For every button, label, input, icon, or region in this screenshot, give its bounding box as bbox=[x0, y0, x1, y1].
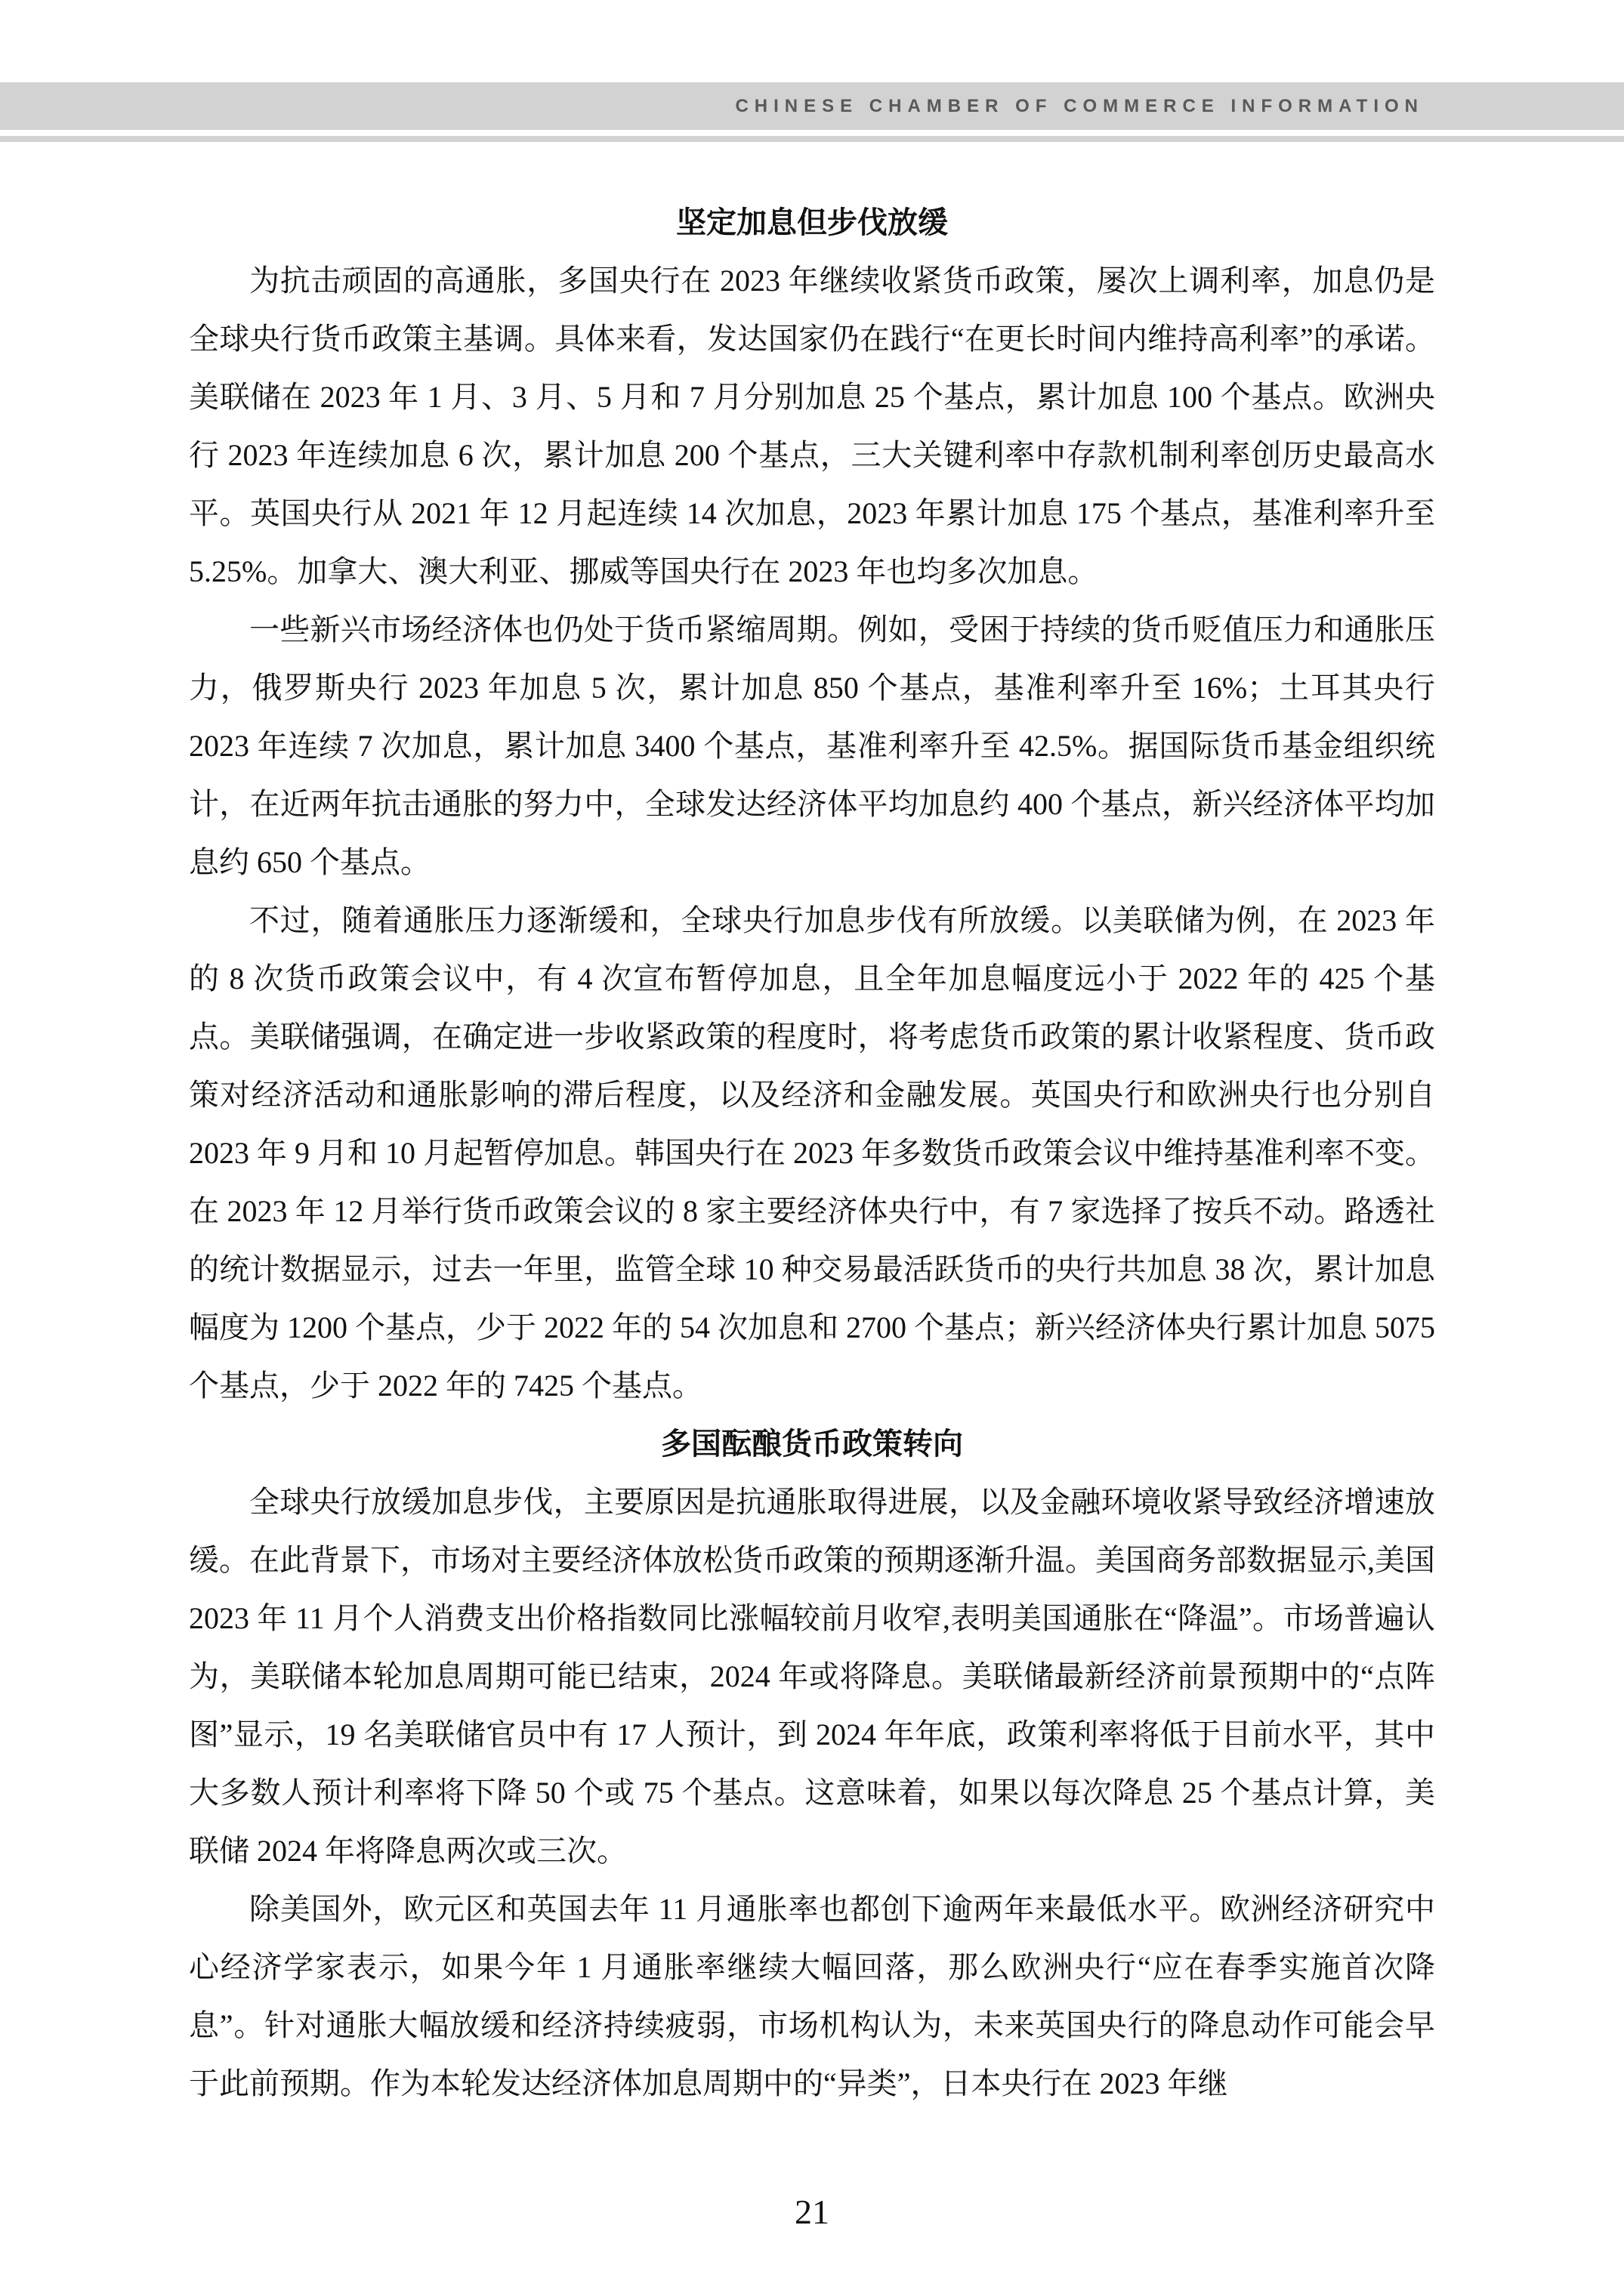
paragraph: 一些新兴市场经济体也仍处于货币紧缩周期。例如，受困于持续的货币贬值压力和通胀压力，俄罗斯央行 2023 年加息 5 次，累计加息 850 个基点，基准利率升至 16%；土耳其央行 2023 年连续 7 次加息，累计加息 3400 个基点，基准利率升至 42.5%。据国际货币基金组织统计，在近两年抗击通胀的努力中，全球发达经济体平均加息约 400 个基点，新兴经济体平均加息约 650 个基点。 bbox=[189, 613, 1435, 879]
journal-name: CHINESE CHAMBER OF COMMERCE INFORMATION bbox=[735, 95, 1424, 116]
page-number: 21 bbox=[795, 2193, 829, 2231]
page-header-band bbox=[0, 82, 1624, 130]
section-title-rate-hikes: 坚定加息但步伐放缓 bbox=[676, 205, 948, 239]
paragraph: 除美国外，欧元区和英国去年 11 月通胀率也都创下逾两年来最低水平。欧洲经济研究中心经济学家表示，如果今年 1 月通胀率继续大幅回落，那么欧洲央行“应在春季实施首次降息”。针对通胀大幅放缓和经济持续疲弱，市场机构认为，未来英国央行的降息动作可能会早于此前预期。作为本轮发达经济体加息周期中的“异类”，日本央行在 2023 年继 bbox=[189, 1892, 1435, 2100]
header-divider-strip bbox=[0, 136, 1624, 142]
paragraph: 全球央行放缓加息步伐，主要原因是抗通胀取得进展，以及金融环境收紧导致经济增速放缓。在此背景下，市场对主要经济体放松货币政策的预期逐渐升温。美国商务部数据显示,美国 2023 年 11 月个人消费支出价格指数同比涨幅较前月收窄,表明美国通胀在“降温”。市场普遍认为，美联储本轮加息周期可能已结束，2024 年或将降息。美联储最新经济前景预期中的“点阵图”显示，19 名美联储官员中有 17 人预计，到 2024 年年底，政策利率将低于目前水平，其中大多数人预计利率将下降 50 个或 75 个基点。这意味着，如果以每次降息 25 个基点计算，美联储 2024 年将降息两次或三次。 bbox=[189, 1485, 1435, 1868]
article-body bbox=[189, 193, 1435, 2112]
paragraph: 不过，随着通胀压力逐渐缓和，全球央行加息步伐有所放缓。以美联储为例，在 2023 年的 8 次货币政策会议中，有 4 次宣布暂停加息，且全年加息幅度远小于 2022 年的 425 个基点。美联储强调，在确定进一步收紧政策的程度时，将考虑货币政策的累计收紧程度、货币政策对经济活动和通胀影响的滞后程度，以及经济和金融发展。英国央行和欧洲央行也分别自 2023 年 9 月和 10 月起暂停加息。韩国央行在 2023 年多数货币政策会议中维持基准利率不变。在 2023 年 12 月举行货币政策会议的 8 家主要经济体央行中，有 7 家选择了按兵不动。路透社的统计数据显示，过去一年里，监管全球 10 种交易最活跃货币的央行共加息 38 次，累计加息幅度为 1200 个基点，少于 2022 年的 54 次加息和 2700 个基点；新兴经济体央行累计加息 5075 个基点，少于 2022 年的 7425 个基点。 bbox=[189, 903, 1435, 1403]
paragraph: 为抗击顽固的高通胀，多国央行在 2023 年继续收紧货币政策，屡次上调利率，加息仍是全球央行货币政策主基调。具体来看，发达国家仍在践行“在更长时间内维持高利率”的承诺。美联储在 2023 年 1 月、3 月、5 月和 7 月分别加息 25 个基点，累计加息 100 个基点。欧洲央行 2023 年连续加息 6 次，累计加息 200 个基点，三大关键利率中存款机制利率创历史最高水平。英国央行从 2021 年 12 月起连续 14 次加息，2023 年累计加息 175 个基点，基准利率升至 5.25%。加拿大、澳大利亚、挪威等国央行在 2023 年也均多次加息。 bbox=[189, 264, 1435, 588]
section-title-policy-shift: 多国酝酿货币政策转向 bbox=[661, 1427, 963, 1461]
